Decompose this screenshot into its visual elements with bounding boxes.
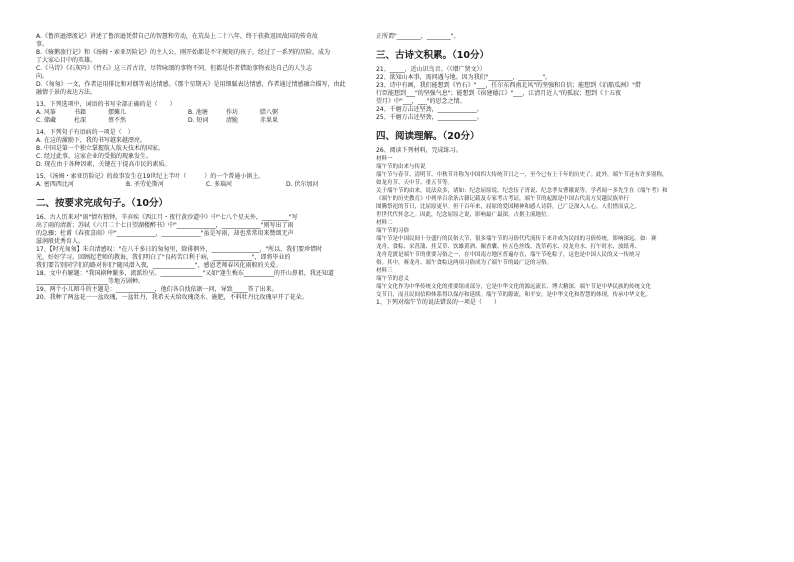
continuation-line: 正所谓"________，________"。 [376,33,460,40]
material1-text [376,171,758,219]
text-line: 望月》中"___，___"的思念之情。 [376,98,466,105]
q14-stem: 14、下列句子有语病的一项是（ ） [36,129,134,136]
reading-q1: 1、下列对端午节的说法错误的一项是（ ） [376,299,500,306]
material2-title: 材料二 [376,220,393,226]
text-line: 《端午的历史教育》中列举百余条古籍记载及专家考古考证，端午节的起源是中国古代南方吴越民族举行 [376,196,630,202]
text-line: 关于端午节的由来，说法众多，诸如：纪念屈原说、纪念伍子胥说、纪念孝女曹娥说等。学者闻一多先生在《端午考》和 [376,188,668,194]
text-line: 的急骤；杜甫《春夜喜雨》中"_____________，_____________"虽是写雨，却也常常用来赞颂无声 [36,230,294,237]
q13-option-label: B. 池塘 [188,109,208,116]
section2-lines [36,214,381,302]
q13-option-word: 赤果果 [260,117,279,124]
section3-lines [376,66,758,122]
text-line: 17、【时光匆匆】朱自清感叹："在八千多日的匆匆里，除徘徊外，________________，"所以，我们要珍惜时 [36,246,323,253]
q15-stem: 15、《汤姆・索亚历险记》的故事发生在19世纪上半叶（ ）的一个普通小镇上。 [36,173,265,180]
q13-options [36,109,381,125]
q13-option-row [36,117,381,125]
text-line: 19、两个小儿辩斗的主题是：_____________，他们各自找依据一问，导致_____答了出来。 [36,286,278,293]
text-line: 世世代代怀念之。因此，纪念屈原之说，影响最广最深，占据主流地位。 [376,212,553,218]
section3-heading: 三、古诗文积累。（10分） [376,50,489,61]
text-line: 18、文中有解题："我国剧种繁多，流派纷呈。______________"又如"逢生梅东__________的开山鼻祖，我还知道 [36,270,334,277]
left-column [36,33,381,302]
text-line: 行臣能想到___"的坚强气息"；能想到《宿建德江》"___，江清月近人"的孤寂；想到《十五夜 [376,90,622,97]
text-line: C. 经过此事，这家企业的受损的现象发生。 [36,153,153,160]
text-line: 事。 [36,41,49,48]
reading-intro: 26、阅读下列材料，完成练习。 [376,147,462,154]
q13-option-word: 腊八粥 [260,109,279,116]
text-line: 交节日，而且民间信仰体系得以保存和延续。端午节的源流，和平安，是中华文化和智慧的体现，传承中华文化。 [376,292,652,298]
material2-subtitle: 端午节的习俗 [376,228,410,234]
q13-option-word: 蔡不然 [108,117,127,124]
text-line: 如龙舟节、天中节、重五节等。 [376,180,454,186]
material2-text [376,235,758,267]
material3-subtitle: 端午节的意义 [376,276,410,282]
text-line: C.《马诗》《石灰吟》《竹石》这三首古诗，尽管咏颂的事物不同，但都是作者借助事物表达自己的人生志 [36,65,313,72]
q15-option: C. 多瑙河 [206,181,233,188]
text-line: 我们要告别同学们的路对你们"随风潜入夜，______________"，感恩老师春风化雨般的关爱。 [36,262,282,269]
q14-options [36,137,381,169]
text-line: D.《匆匆》一文，作者运用排比和对偶等表达情感。《那个星期天》是用细腻表达情感，作者通过情感融合描写，由此 [36,81,346,88]
right-column [376,33,758,307]
text-line: 端午节与春节、清明节、中秋节并称为中国四大传统节日之一，至今已有上千年的历史了。此外，端午节还有许多别称， [376,172,668,178]
text-line: 滋润般优秀育人。 [36,238,85,245]
text-line: 端午节是中国民间十分盛行的民俗大节，很多端午节的习俗代代流传下来并成为民间的习俗传统，影响深远。如：赛 [376,236,657,242]
text-line: 出了雨的清新；苏轼《六月二十七日望湖楼醉书》中"_____________，_____________"则写出了雨 [36,222,294,229]
text-line: 端午文化作为中华传统文化的重要组成部分，它是中华文化的源远流长、博大精深。端午节是中华民族的传统文化 [376,284,652,290]
material3-text [376,283,758,299]
q15-option: B. 圣劳伦斯河 [126,181,164,188]
material3-title: 材料三 [376,268,393,274]
text-line: 21、_____，近山识鸟音。（《增广贤文》） [376,66,486,73]
text-line: B. 中国是第一个独立掌握航人航天技术的国家。 [36,145,164,152]
text-line: 20、我种了两盆花一一盆玫瑰，一盆牡丹，我希天天给玫瑰浇水、施肥，不料牡丹比玫瑰早开了花朵。 [36,294,308,301]
q13-option-label: D. 短词 [188,117,209,124]
material1-subtitle: 端午节的由来与传说 [376,164,426,170]
text-line: 22、欲知山本事，需问遇与地。因为我们"________，________"。 [376,74,552,81]
text-line: 俗。其中，赛龙舟、端午食粽这两项习俗成为了端午节的最广泛的习俗。 [376,260,553,266]
text-line: 向。 [36,73,49,80]
q13-stem: 13、下列选项中，词语的书写全部正确的是（ ） [36,101,176,108]
text-line: 融情于景的表达方法。 [36,89,97,96]
q13-option-word: 作坊 [226,109,239,116]
text-line: 光，好好学习。回顾起老师的教诲，我们明白了"良药苦口利于病，_____________"，即将毕业的 [36,254,291,261]
text-line: 了大家心目中的英雄。 [36,57,97,64]
q13-option-word: 清脆 [226,117,239,124]
text-line: A. 在这的激励下，我的书写越来越漂亮。 [36,137,146,144]
text-line: 龙舟竞渡是端午节的重要习俗之一，在中国南方地区普遍存在，端午节吃粽子，这也是中国人民的又一传统习 [376,252,641,258]
text-line: D. 现在由于各种因素，关键在于提高市民的素质。 [36,161,171,168]
q13-option-word: 杜深 [74,117,87,124]
q12-option-lines [36,33,381,97]
material1-title: 材料一 [376,156,393,162]
text-line: 24、千磨万击还坚劲，_____________。 [376,106,483,113]
text-line: B.《骑鹅旅行记》和《汤姆・索亚历险记》的主人公，刚开始都是不守规矩的孩子，经过了一系列的历险，成为 [36,49,331,56]
text-line: ________________________等地方剧种。 [36,278,145,285]
text-line: 25、千磨万击还坚劲，_____________。 [376,114,483,121]
q13-option-row [36,109,381,117]
q13-option-label: C. 储藏 [36,117,57,124]
section4-heading: 四、阅读理解。（20分） [376,131,480,142]
q13-option-label: A. 风筝 [36,109,56,116]
text-line: 图腾祭祀的节日，比屈原更早。但千百年来，屈原的爱国精神和感人诗辞，已广泛深入人心，人们惜而哀之， [376,204,641,210]
text-line: 龙舟、食粽、采菖蒲、挂艾草、饮雄黄酒、佩香囊、拴五色丝线、洗草药水、浸龙舟水、打午时水、放纸鸢、 [376,244,641,250]
section2-heading: 二、按要求完成句子。（10分） [36,198,168,209]
q15-options [36,181,381,189]
text-line: A.《鲁滨逊漂流记》讲述了鲁滨逊凭借自己的智慧和劳动，在荒岛上二十八年，终于获救返回故国的传奇故 [36,33,318,40]
q15-option: D. 伏尔加河 [286,181,319,188]
q15-option: A. 密西西比河 [36,181,74,188]
text-line: 23、诗中有画，我们能想到《竹石》"___，任尔东西南北风"的坚强和自信；能想到《泊船瓜洲》"借 [376,82,641,89]
q13-option-word: 摆摊儿 [108,109,127,116]
q13-option-word: 书籍 [74,109,87,116]
text-line: 16、古人历来对"雨"情有独钟。辛弃疾《西江月・夜行黄沙道中》中"七八个星天外，_________"写 [36,214,298,221]
